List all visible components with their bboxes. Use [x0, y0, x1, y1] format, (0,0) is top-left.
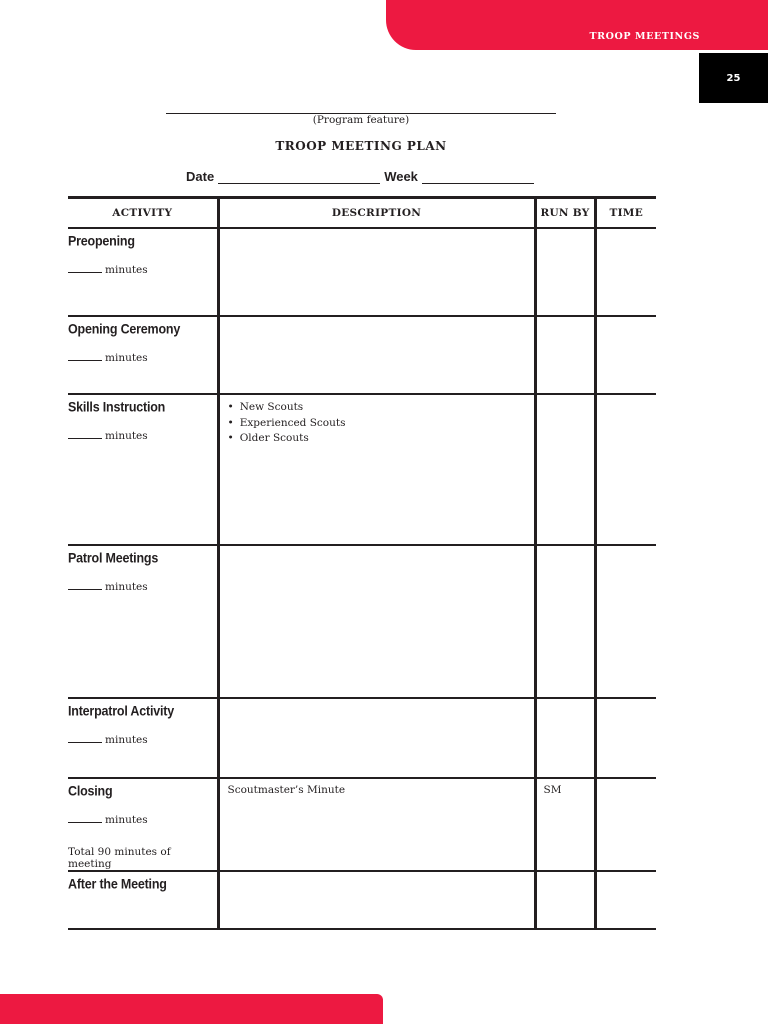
footer-bar	[0, 994, 383, 1024]
column-header-run-by: RUN BY	[535, 198, 595, 229]
meeting-plan-table	[68, 196, 656, 930]
activity-name: Preopening	[68, 233, 135, 249]
run-by-cell[interactable]	[535, 871, 595, 929]
time-cell[interactable]	[595, 778, 656, 871]
activity-name: Opening Ceremony	[68, 321, 181, 337]
date-blank[interactable]	[218, 169, 380, 184]
activity-name: Interpatrol Activity	[68, 703, 174, 719]
run-by-cell[interactable]	[535, 228, 595, 316]
minutes-field[interactable]: minutes	[68, 733, 217, 746]
time-cell[interactable]	[595, 228, 656, 316]
running-header: TROOP MEETINGS	[589, 31, 700, 42]
date-week-line	[186, 169, 538, 184]
time-cell[interactable]	[595, 545, 656, 698]
table-row	[68, 316, 656, 394]
activity-name: Patrol Meetings	[68, 550, 159, 566]
minutes-field[interactable]: minutes	[68, 351, 217, 364]
activity-name: Skills Instruction	[68, 399, 166, 415]
program-feature-caption: (Program feature)	[312, 114, 410, 126]
form-title: TROOP MEETING PLAN	[275, 139, 447, 153]
table-row	[68, 698, 656, 778]
activity-cell	[68, 394, 218, 545]
page-number: 25	[699, 53, 768, 103]
activity-cell	[68, 871, 218, 929]
description-cell[interactable]: Scoutmaster’s Minute	[218, 778, 535, 871]
activity-cell	[68, 228, 218, 316]
run-by-cell[interactable]: SM	[535, 778, 595, 871]
description-cell[interactable]	[218, 698, 535, 778]
run-by-cell[interactable]	[535, 394, 595, 545]
description-bullet-list	[228, 400, 526, 447]
list-item: • New Scouts	[228, 400, 526, 416]
table-row	[68, 228, 656, 316]
run-by-cell[interactable]	[535, 698, 595, 778]
time-cell[interactable]	[595, 698, 656, 778]
minutes-field[interactable]: minutes	[68, 580, 217, 593]
description-cell[interactable]	[218, 871, 535, 929]
column-header-activity: ACTIVITY	[68, 198, 218, 229]
description-cell[interactable]	[218, 545, 535, 698]
minutes-field[interactable]: minutes	[68, 263, 217, 276]
description-cell[interactable]	[218, 228, 535, 316]
activity-cell	[68, 698, 218, 778]
list-item: • Experienced Scouts	[228, 416, 526, 432]
activity-name: Closing	[68, 783, 113, 799]
table-header-row	[68, 198, 656, 229]
run-by-cell[interactable]	[535, 545, 595, 698]
table-row	[68, 871, 656, 929]
time-cell[interactable]	[595, 394, 656, 545]
date-label: Date	[186, 169, 215, 184]
description-cell[interactable]	[218, 394, 535, 545]
column-header-time: TIME	[595, 198, 656, 229]
list-item: • Older Scouts	[228, 431, 526, 447]
week-label: Week	[384, 169, 418, 184]
activity-cell	[68, 316, 218, 394]
table-row	[68, 394, 656, 545]
total-minutes-note: Total 90 minutes of meeting	[68, 846, 171, 870]
table-row	[68, 778, 656, 871]
week-blank[interactable]	[422, 169, 534, 184]
column-header-description: DESCRIPTION	[218, 198, 535, 229]
time-cell[interactable]	[595, 871, 656, 929]
activity-cell	[68, 545, 218, 698]
activity-cell	[68, 778, 218, 871]
minutes-field[interactable]: minutes	[68, 813, 217, 826]
time-cell[interactable]	[595, 316, 656, 394]
minutes-field[interactable]: minutes	[68, 429, 217, 442]
header-tab	[386, 0, 768, 50]
run-by-cell[interactable]	[535, 316, 595, 394]
description-cell[interactable]	[218, 316, 535, 394]
table-row	[68, 545, 656, 698]
activity-name: After the Meeting	[68, 876, 167, 892]
